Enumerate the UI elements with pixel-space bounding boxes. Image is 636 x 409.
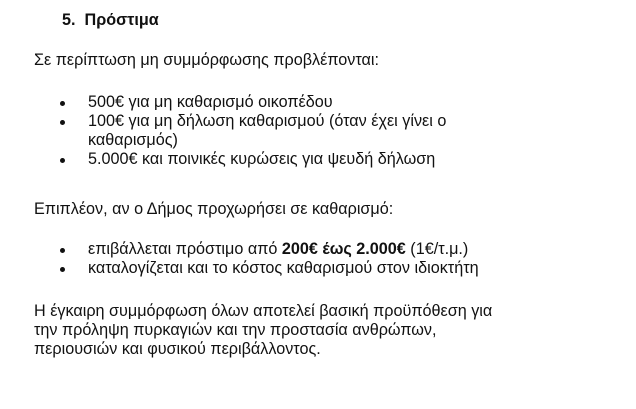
- list-item: [0, 240, 479, 259]
- list-item: [0, 112, 446, 150]
- penalty-text: 100€ για μη δήλωση καθαρισμού (όταν έχει γίνει ο: [88, 112, 447, 130]
- section-title: Πρόστιμα: [84, 11, 159, 29]
- list-item: [0, 259, 479, 278]
- municipality-list: [0, 240, 479, 278]
- bullet-icon: [60, 120, 65, 125]
- penalty-text: 5.000€ και ποινικές κυρώσεις για ψευδή δήλωση: [88, 150, 436, 168]
- section-heading: [62, 11, 159, 30]
- bullet-icon: [60, 267, 65, 272]
- conclusion-line: περιουσιών και φυσικού περιβάλλοντος.: [34, 340, 321, 358]
- penalties-list: [0, 93, 446, 169]
- municipality-intro: Επιπλέον, αν ο Δήμος προχωρήσει σε καθαρισμό:: [34, 200, 394, 218]
- penalty-text-continued: καθαρισμός): [88, 131, 178, 149]
- fine-prefix: επιβάλλεται πρόστιμο από: [88, 240, 282, 258]
- section-number: 5.: [62, 11, 76, 29]
- conclusion-line: την πρόληψη πυρκαγιών και την προστασία ανθρώπων,: [34, 321, 437, 339]
- bullet-icon: [60, 101, 65, 106]
- list-item: [0, 150, 446, 169]
- penalty-text: 500€ για μη καθαρισμό οικοπέδου: [88, 93, 333, 111]
- fine-amount: 200€ έως 2.000€: [281, 240, 406, 258]
- conclusion-line: Η έγκαιρη συμμόρφωση όλων αποτελεί βασική προϋπόθεση για: [34, 302, 493, 320]
- cost-text: καταλογίζεται και το κόστος καθαρισμού στον ιδιοκτήτη: [88, 259, 479, 277]
- conclusion-paragraph: [34, 302, 492, 359]
- bullet-icon: [60, 158, 65, 163]
- penalties-intro: Σε περίπτωση μη συμμόρφωσης προβλέπονται:: [34, 51, 379, 69]
- bullet-icon: [60, 248, 65, 253]
- fine-suffix: (1€/τ.μ.): [405, 240, 469, 258]
- list-item: [0, 93, 446, 112]
